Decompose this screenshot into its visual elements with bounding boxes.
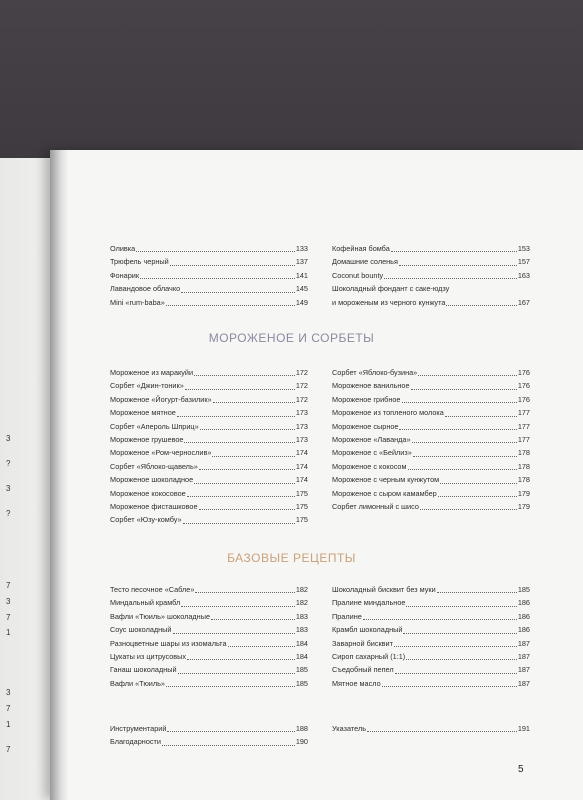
toc-entry-page: 133 [295,243,308,253]
toc-entry-title: Трюфель черный [110,257,169,267]
toc-entry-title: Вафли «Тюиль» шоколадные [110,611,211,621]
toc-entry-page: 190 [295,737,308,747]
toc-entry[interactable] [110,677,308,690]
edge-number: ? [6,509,11,518]
toc-entry[interactable] [110,242,308,255]
toc-dot-leader [181,606,295,607]
toc-dot-leader [173,633,295,634]
toc-entry-page: 172 [295,394,308,404]
toc-entry-page: 153 [517,243,530,253]
toc-entry-title: Соус шоколадный [110,625,172,635]
toc-entry[interactable] [110,663,308,676]
toc-entry-page: 191 [517,723,530,733]
toc-entry[interactable] [110,722,308,735]
toc-entry-page: 172 [295,367,308,377]
toc-entry-title: Мороженое фисташковое [110,501,198,511]
toc-entry-title: Инструментарий [110,723,167,733]
toc-entry[interactable] [332,460,530,473]
toc-dot-leader [194,375,295,376]
toc-entry-title: Крамбл шоколадный [332,625,403,635]
toc-dot-leader [406,659,517,660]
toc-entry-title: Сироп сахарный (1:1) [332,651,406,661]
toc-entry-page: 175 [295,501,308,511]
toc-entry[interactable] [110,379,308,392]
toc-entry-page: 173 [295,408,308,418]
page-gutter-shadow [50,150,68,800]
toc-entry-title: Разноцветные шары из изомальта [110,638,227,648]
toc-entry-title: Coconut bounty [332,270,384,280]
toc-entry[interactable] [332,623,530,636]
edge-number: 3 [6,434,11,443]
toc-entry[interactable] [332,583,530,596]
toc-entry-title: Мороженое с «Бейлиз» [332,448,412,458]
section-title-ice-cream: МОРОЖЕНОЕ И СОРБЕТЫ [208,331,375,345]
toc-entry-page: 175 [295,515,308,525]
toc-entry-page: 186 [517,625,530,635]
toc-entry-page: 178 [517,475,530,485]
toc-dot-leader [187,659,295,660]
toc-entry-page: 163 [517,270,530,280]
toc-dot-leader [363,619,517,620]
toc-entry-second-line [332,296,530,309]
toc-entry-title: Сорбет лимонный с шисо [332,501,419,511]
toc-dot-leader [181,292,295,293]
toc-dot-leader [185,389,295,390]
toc-dot-leader [402,402,517,403]
toc-entry-page: 141 [295,270,308,280]
toc-entry-title: Благодарности [110,737,161,747]
toc-entry-title: Мороженое из топленого молока [332,408,444,418]
toc-entry[interactable] [110,296,308,309]
toc-dot-leader [445,416,517,417]
toc-entry[interactable] [110,637,308,650]
toc-dot-leader [199,509,295,510]
dark-background-band [0,0,583,158]
toc-entry[interactable] [332,596,530,609]
toc-dot-leader [411,389,517,390]
toc-entry-title: Мороженое из маракуйи [110,367,194,377]
toc-dot-leader [408,469,517,470]
toc-entry[interactable] [110,433,308,446]
toc-entry[interactable] [332,242,530,255]
toc-dot-leader [170,265,295,266]
toc-entry-page: 184 [295,638,308,648]
toc-dot-leader [399,265,517,266]
toc-entry-page: 184 [295,651,308,661]
toc-entry-page: 186 [517,611,530,621]
toc-column-base-right [332,583,530,690]
toc-entry[interactable] [332,650,530,663]
toc-entry-page: 185 [295,665,308,675]
toc-entry-page: 175 [295,488,308,498]
toc-dot-leader [395,673,517,674]
toc-entry-title: Ганаш шоколадный [110,665,177,675]
toc-entry-title: Пралине [332,611,362,621]
toc-entry-title: Сорбет «Яблоко-бузина» [332,367,418,377]
toc-entry-page: 149 [295,297,308,307]
toc-entry-page: 176 [517,381,530,391]
toc-entry-title: Сорбет «Юзу-комбу» [110,515,182,525]
toc-entry[interactable] [332,366,530,379]
toc-dot-leader [140,278,295,279]
toc-entry-title: Шоколадный бисквит без муки [332,584,436,594]
edge-number: 1 [6,628,11,637]
toc-entry-title: Мороженое грушевое [110,434,184,444]
toc-entry-title: Лавандовое облачко [110,284,181,294]
toc-dot-leader [184,442,294,443]
toc-entry[interactable] [110,513,308,526]
toc-dot-leader [418,375,517,376]
toc-entry-title: Мороженое «Лаванда» [332,434,411,444]
toc-entry-page: 174 [295,448,308,458]
toc-entry-page: 173 [295,421,308,431]
toc-entry[interactable] [110,420,308,433]
toc-entry-title: Шоколадный фондант с саке-юдзу [332,284,450,294]
toc-column-top-right [332,242,530,309]
toc-dot-leader [136,251,295,252]
toc-dot-leader [178,673,295,674]
toc-dot-leader [446,305,516,306]
page-number: 5 [518,764,524,775]
toc-entry-title: Мороженое с сыром камамбер [332,488,437,498]
toc-entry-title-continued: и мороженым из черного кунжута [332,297,446,307]
toc-entry-title: Фонарик [110,270,140,280]
edge-number: 7 [6,613,11,622]
toc-entry-page: 178 [517,448,530,458]
edge-number: 1 [6,720,11,729]
toc-dot-leader [228,646,295,647]
toc-entry-page: 187 [517,638,530,648]
toc-entry[interactable] [332,269,530,282]
toc-column-bottom-left [110,722,308,749]
toc-entry-page: 174 [295,461,308,471]
toc-entry-title: Тесто песочное «Сабле» [110,584,195,594]
toc-entry-page: 182 [295,584,308,594]
toc-entry-title: Мороженое кокосовое [110,488,186,498]
toc-entry[interactable] [110,282,308,295]
toc-dot-leader [177,416,295,417]
toc-entry[interactable] [110,650,308,663]
toc-dot-leader [403,633,516,634]
toc-entry-page: 172 [295,381,308,391]
toc-entry-page: 157 [517,257,530,267]
edge-number: 7 [6,704,11,713]
toc-dot-leader [166,686,295,687]
toc-dot-leader [166,305,295,306]
toc-entry-page: 145 [295,284,308,294]
toc-entry-title: Миндальный крамбл [110,598,181,608]
edge-number: 3 [6,688,11,697]
toc-entry[interactable] [110,393,308,406]
toc-entry-page: 167 [517,297,530,307]
toc-entry-page: 173 [295,434,308,444]
toc-entry[interactable] [110,610,308,623]
toc-dot-leader [420,509,517,510]
toc-entry-title: Мятное масло [332,678,381,688]
toc-column-base-left [110,583,308,690]
toc-entry[interactable] [332,406,530,419]
toc-entry[interactable] [332,722,530,735]
toc-entry-page: 187 [517,665,530,675]
toc-entry[interactable] [332,677,530,690]
toc-dot-leader [399,429,516,430]
toc-dot-leader [199,469,295,470]
toc-entry[interactable] [332,663,530,676]
toc-column-top-left [110,242,308,309]
toc-entry-page: 177 [517,421,530,431]
toc-dot-leader [200,429,295,430]
toc-entry-title: Кофейная бомба [332,243,390,253]
toc-entry-title: Вафли «Тюиль» [110,678,165,688]
toc-entry[interactable] [110,623,308,636]
toc-entry-title: Пралине миндальное [332,598,406,608]
toc-entry[interactable] [332,473,530,486]
toc-entry-title: Мороженое с черным кунжутом [332,475,440,485]
toc-entry-page: 182 [295,598,308,608]
toc-entry-page: 179 [517,501,530,511]
toc-entry-page: 178 [517,461,530,471]
toc-entry[interactable] [110,735,308,748]
toc-entry[interactable] [332,255,530,268]
toc-entry-title: Сорбет «Апероль Шприц» [110,421,199,431]
toc-dot-leader [367,731,517,732]
toc-entry[interactable] [332,487,530,500]
toc-entry[interactable] [332,379,530,392]
toc-entry-page: 183 [295,625,308,635]
toc-column-bottom-right [332,722,530,735]
toc-entry[interactable] [332,393,530,406]
toc-entry-title: Заварной бисквит [332,638,393,648]
toc-dot-leader [384,278,517,279]
toc-dot-leader [167,731,294,732]
toc-column-ice-cream-right [332,366,530,513]
toc-entry-page: 174 [295,475,308,485]
toc-entry-title: Mini «rum-baba» [110,297,165,307]
toc-entry-title: Мороженое «Йогурт-базилик» [110,394,212,404]
toc-entry[interactable] [110,487,308,500]
toc-entry-page: 187 [517,651,530,661]
toc-dot-leader [413,456,517,457]
toc-entry-page: 179 [517,488,530,498]
toc-entry-page: 176 [517,394,530,404]
edge-number: 3 [6,484,11,493]
toc-entry[interactable] [110,366,308,379]
toc-entry-page: 185 [517,584,530,594]
toc-dot-leader [183,523,295,524]
toc-entry-title: Мороженое шоколадное [110,475,194,485]
toc-entry-title: Мороженое с кокосом [332,461,407,471]
toc-entry-title: Съедобный пепел [332,665,394,675]
toc-entry-page: 188 [295,723,308,733]
toc-entry[interactable] [110,406,308,419]
edge-number: 7 [6,745,11,754]
toc-entry-page: 185 [295,678,308,688]
toc-dot-leader [412,442,517,443]
toc-entry[interactable] [332,446,530,459]
toc-entry-page: 176 [517,367,530,377]
toc-entry[interactable] [110,446,308,459]
toc-entry-title: Домашние соленья [332,257,398,267]
toc-dot-leader [212,456,294,457]
toc-dot-leader [187,496,295,497]
toc-entry-title: Сорбет «Яблоко-щавель» [110,461,198,471]
toc-entry-page: 186 [517,598,530,608]
toc-entry-title: Мороженое мятное [110,408,176,418]
toc-entry[interactable] [110,583,308,596]
toc-entry-page: 187 [517,678,530,688]
toc-entry[interactable] [332,282,530,309]
edge-number: ? [6,459,11,468]
toc-entry[interactable] [110,500,308,513]
section-title-base-recipes: БАЗОВЫЕ РЕЦЕПТЫ [227,551,356,565]
toc-entry[interactable] [110,473,308,486]
toc-dot-leader [195,592,294,593]
toc-entry[interactable] [110,596,308,609]
toc-dot-leader [211,619,295,620]
toc-entry[interactable] [332,637,530,650]
toc-entry[interactable] [110,255,308,268]
edge-number: 7 [6,581,11,590]
toc-entry-title: Оливка [110,243,136,253]
toc-dot-leader [440,483,517,484]
toc-entry[interactable] [332,610,530,623]
toc-column-ice-cream-left [110,366,308,527]
toc-entry-title: Мороженое сырное [332,421,399,431]
toc-dot-leader [438,496,517,497]
toc-entry-page: 177 [517,434,530,444]
toc-entry-title: Мороженое ванильное [332,381,410,391]
toc-entry-title: Цукаты из цитрусовых [110,651,187,661]
toc-entry-page: 137 [295,257,308,267]
toc-dot-leader [382,686,517,687]
toc-entry-title: Мороженое «Ром-чернослив» [110,448,212,458]
toc-entry[interactable] [332,433,530,446]
edge-number: 3 [6,597,11,606]
toc-dot-leader [406,606,516,607]
toc-entry-title: Указатель [332,723,367,733]
toc-entry[interactable] [110,269,308,282]
toc-dot-leader [162,745,295,746]
toc-dot-leader [391,251,517,252]
toc-dot-leader [194,483,295,484]
toc-entry-page: 183 [295,611,308,621]
toc-entry[interactable] [110,460,308,473]
toc-dot-leader [394,646,517,647]
toc-entry-page: 177 [517,408,530,418]
toc-entry-title: Мороженое грибное [332,394,401,404]
toc-dot-leader [213,402,295,403]
toc-dot-leader [437,592,517,593]
toc-entry[interactable] [332,420,530,433]
toc-entry-title: Сорбет «Джин-тоник» [110,381,184,391]
toc-entry[interactable] [332,500,530,513]
